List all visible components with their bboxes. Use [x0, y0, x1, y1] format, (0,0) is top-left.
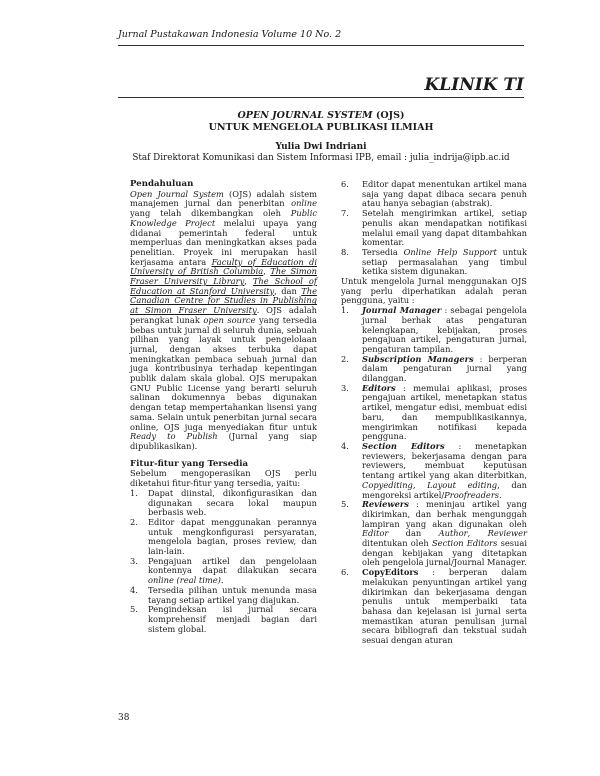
- list-item: 6. Editor dapat menentukan artikel mana saja yang dapat dibaca secara penuh atau hanya sebagian (abstrak).: [341, 179, 527, 209]
- author-name: Yulia Dwi Indriani: [275, 142, 367, 152]
- roles-intro: Untuk mengelola Jurnal menggunakan OJS yang perlu diperhatikan adalah peran pengguna, yaitu :: [341, 276, 527, 306]
- intro-heading: Pendahuluan: [130, 179, 194, 189]
- header-rule: [118, 45, 524, 46]
- right-column: [341, 180, 527, 646]
- list-item: 8. Tersedia Online Help Support untuk setiap permasalahan yang timbul ketika sistem digunakan.: [341, 246, 527, 277]
- intro-paragraph: Open Journal System (OJS) adalah sistem manajemen jurnal dan penerbitan online yang telah dikembangkan oleh Public Knowledge Project melalui upaya yang didanai pemerintah federal untuk memperluas dan meningkatkan akses pada penelitian. Proyek ini merupakan hasil kerjasama antara Faculty of Education di University of British Columbia, The Simon Fraser University Library, The School of Education at Stanford University, dan The Canadian Centre for Studies in Publishing at Simon Fraser University. OJS adalah perangkat lunak open source yang tersedia bebas untuk jurnal di seluruh dunia, sebuah pilihan yang layak untuk pengelolaan jurnal, dengan akses terbuka dapat meningkatkan pembaca sebuah jurnal dan juga kontribusinya terhadap kepentingan publik dalam skala global. OJS merupakan GNU Public License yang berarti seluruh salinan dokumennya bebas digunakan dengan tetap mempertahankan lisensi yang sama. Selain untuk penerbitan jurnal secara online, OJS juga menyediakan fitur untuk Ready to Publish (Jurnal yang siap dipublikasikan).: [130, 188, 318, 451]
- list-item: 5. Reviewers : meninjau artikel yang dikirimkan, dan berhak mengunggah lampiran yang akan digunakan oleh Editor dan Author, Reviewer ditentukan oleh Section Editors sesuai dengan kebijakan yang ditetapkan oleh pengelola jurnal/Journal Manager.: [341, 499, 527, 568]
- section-rule: [118, 97, 524, 98]
- list-item: 5. Pengindeksan isi jurnal secara komprehensif menjadi bagian dari sistem global.: [130, 604, 317, 634]
- features-intro: Sebelum mengoperasikan OJS perlu diketahui fitur-fitur yang tersedia, yaitu:: [130, 468, 317, 489]
- section-label: KLINIK TI: [424, 75, 524, 95]
- article-title: [118, 110, 524, 121]
- list-item: 6. CopyEditors : berperan dalam melakukan penyuntingan artikel yang dikirimkan dan bekerjasama dengan penulis untuk memperbaiki tata bahasa dan kejelasan isi jurnal serta memastikan aturan penulisan jurnal secara bibliografi dan tekstual sudah sesuai dengan aturan: [341, 567, 527, 646]
- list-item: 3. Editors : memulai aplikasi, proses pengajuan artikel, menetapkan status artikel, mengatur edisi, membuat edisi baru, dan mempublikasikannya, mengirimkan notifikasi kepada pengguna.: [341, 382, 527, 442]
- list-item: 4. Tersedia pilihan untuk menunda masa tayang setiap artikel yang diajukan.: [130, 584, 317, 605]
- article-subtitle: UNTUK MENGELOLA PUBLIKASI ILMIAH: [208, 122, 434, 133]
- title-italic: OPEN JOURNAL SYSTEM: [237, 110, 373, 121]
- list-item: 3. Pengajuan artikel dan pengelolaan kontennya dapat dilakukan secara online (real time).: [130, 555, 317, 586]
- list-item: 1. Dapat diinstal, dikonfigurasikan dan digunakan secara lokal maupun berbasis web.: [130, 487, 317, 518]
- running-head: Jurnal Pustakawan Indonesia Volume 10 No. 2: [118, 29, 342, 40]
- title-abbrev: (OJS): [372, 110, 405, 121]
- list-item: 2. Subscription Managers : berperan dalam pengaturan jurnal yang dilanggan.: [341, 353, 527, 384]
- left-column: [130, 180, 317, 634]
- list-item: 2. Editor dapat menggunakan perannya untuk mengkonfigurasi persyaratan, mengelola bagian, proses review, dan lain-lain.: [130, 516, 317, 557]
- list-item: 1. Journal Manager : sebagai pengelola jurnal berhak atas pengaturan kelengkapan, kebijakan, proses pengajuan artikel, pengaturan jurnal, pengaturan tampilan.: [341, 305, 527, 354]
- author-affiliation: Staf Direktorat Komunikasi dan Sistem Informasi IPB, email : julia_indrija@ipb.ac.id: [132, 153, 510, 163]
- list-item: 4. Section Editors : menetapkan reviewers, bekerjasama dengan para reviewers, membuat keputusan tentang artikel yang akan diterbitkan, Copyediting, Layout editing, dan mengoreksi artikel/Proofreaders.: [341, 440, 527, 500]
- page-number: 38: [118, 713, 130, 723]
- list-item: 7. Setelah mengirimkan artikel, setiap penulis akan mendapatkan notifikasi melalui email yang dapat ditambahkan komentar.: [341, 208, 527, 248]
- features-heading: Fitur-fitur yang Tersedia: [130, 458, 249, 469]
